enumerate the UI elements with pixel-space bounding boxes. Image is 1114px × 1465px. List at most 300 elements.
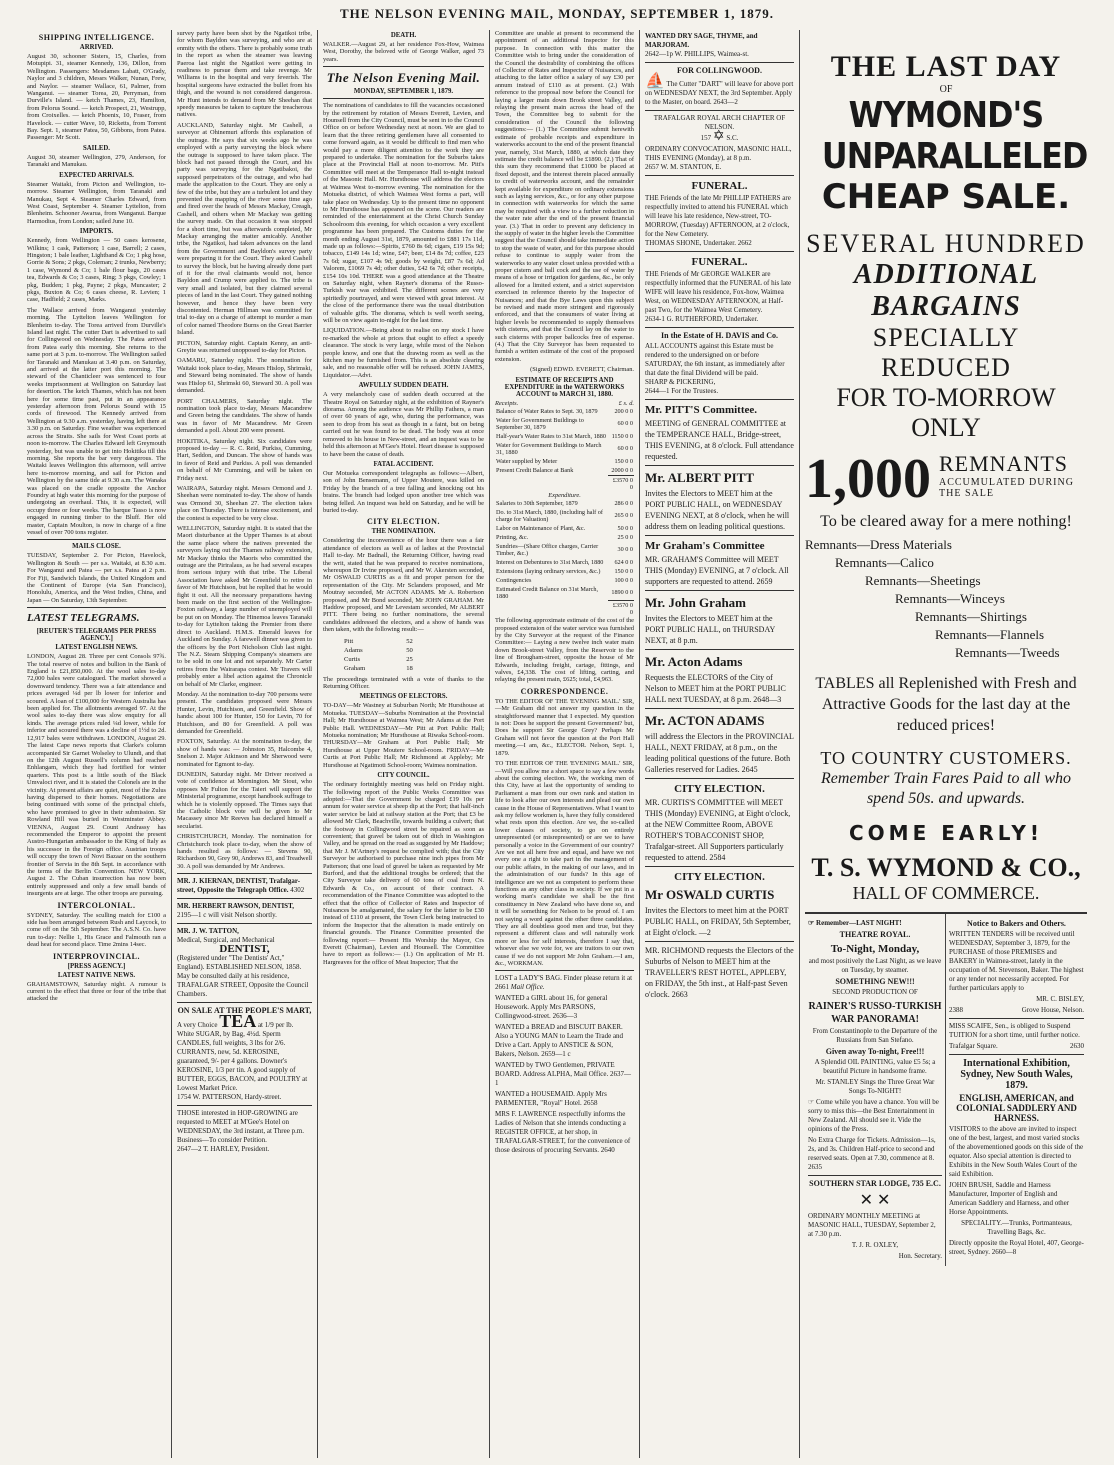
peoples-mart-head: ON SALE AT THE PEOPLE'S MART,	[177, 1006, 312, 1016]
table-row	[343, 664, 414, 673]
ad-ref: 4302	[290, 886, 305, 895]
article-text: survey party have been shot by the Ngatikoi tribe, for whom Bayldon was surveying, and who are at enmity with the others. There is probably some truth in the report as when the steamer was leaving Paeroa last night the Ngatikoi were getting in readiness to pursue them and take revenge. Mr Williams is in the hospital and very feverish. The hospital surgeons have extracted the bullet from his thigh, and the wound is not considered dangerous. Mr Hunt intends to demand from Mr Sheehan that speedy measures be taken to capture the treacherous natives.	[177, 30, 312, 119]
table-row	[495, 457, 634, 466]
divider	[27, 539, 166, 540]
receipt-amount: 60 0 0	[617, 420, 633, 428]
column-2	[172, 30, 318, 1458]
divider	[645, 62, 794, 63]
divider	[177, 1002, 312, 1003]
ad-ref: 2661	[495, 983, 509, 992]
war-panorama: WAR PANORAMA!	[831, 1014, 919, 1025]
ad-ref: —2	[698, 928, 711, 937]
notice-adverts	[946, 914, 1087, 1266]
candidate-name: Curtis	[344, 655, 361, 663]
walker-funeral-ad	[645, 270, 794, 324]
prices-line	[808, 1136, 942, 1172]
divider	[177, 898, 312, 899]
expense-item: Interest on Debentures to 31st March, 1880	[496, 558, 604, 566]
visitors-text: VISITORS to the above are invited to inspect one of the best, largest, and most varied stocks of the abovementioned goods on this side of the equator. Also special attention is directed to Exhibits in the New South Wales Court of the said Exhibition.	[949, 1125, 1084, 1178]
wanted-sage-text: WANTED DRY SAGE, THYME, and MARJORAM.	[645, 32, 758, 49]
funeral-heading: FUNERAL.	[691, 256, 748, 268]
peoples-mart-a: A very Choice	[177, 1021, 218, 1030]
something-new: SOMETHING NEW!!!	[835, 977, 915, 986]
column-6-wymond-advert	[800, 30, 1092, 1458]
wanted-board-text: WANTED by TWO Gentlemen, PRIVATE BOARD. Address ALPHA, Mail Office.	[495, 1061, 615, 1079]
hon-secretary: Hon. Secretary.	[898, 1252, 942, 1260]
estate-sig: SHARP & PICKERING,	[645, 378, 716, 386]
article-text: WELLINGTON, Saturday night. It is stated that the Maori disturbance at the Upper Thames is at about the same place where the natives prevented the surveyors laying out the Thames railway extension, Mr Mackay thinks the Maoris who committed the outrage are the Piriralaus, as he had several escapes from serious injury with that tribe. The Liberal Association have asked Mr Greenfield to retire in favor of Mr Hutchison, but he replied that he would fight it out. All the necessary preparations having been made on the first section of the Wellington-Foxton railway, a large number of unemployed will be put on on Monday. The Hinemoa leaves Taranaki to-day for Lyttelton taking the Premier from there direct to Auckland. H.M.S. Emerald leaves for Auckland on Sunday. A farewell dinner was given to the officers by the Port Nicholson Club last night. The N.Z. Steam Shipping Company's steamers are to be sold in one lot and not separately. Mr Carter retires from the Wairarapa contest. Mr Travers will probably enter a libel action against the Chronicle on behalf of Mr Clarke, engineer.	[177, 525, 312, 688]
given-away: Given away To-night, Free!!!	[825, 1047, 925, 1056]
peoples-mart-b: at 1/9 per lb.	[257, 1021, 294, 1030]
of-line: OF	[939, 84, 953, 95]
nomination-heading: THE NOMINATION.	[371, 528, 436, 536]
remnants-count: 1,000	[805, 448, 931, 510]
receipt-item: Present Credit Balance at Bank	[496, 466, 574, 474]
hexagram-icon: ✡	[712, 129, 725, 144]
city-council-heading: CITY COUNCIL.	[377, 772, 430, 780]
acton-adams-text: Requests the ELECTORS of the City of Nelson to MEET him at the PORT PUBLIC HALL next TUESDAY, at 8 p.m.	[645, 673, 786, 704]
ad-ref: 2634-1	[645, 315, 665, 323]
letter-workman: TO THE EDITOR OF THE 'EVENING MAIL.' SIR,—Will you allow me a short space to say a few words about the coming election. We, the working men of this City, have at last the opportunity of sending to Parliament a man from our own rank and station in life to look after our own interests and plead our own cause in the House of Representatives. What I want to ask my fellow workmen is, have they fully considered what rests upon this election. Are we, the so-called lower classes of society, to go on entirely unrepresented (or misrepresented) or are we to have personally a voice in the Government of our country? Are we not all here free and equal, and have we not every one a right to take part in the management of our public affairs, in the making of our laws, and in the administration of our funds? In this age of intelligence are we not as competent to perform these functions as any other class in society. If we put in a working man's candidate we shall be the first constituency in New Zealand who have done so, and it will be something for Nelson to be proud of. I am not saying a word against the other three candidates. They are all doubtless good men and true, but they represent a different class and will naturally work more or less for self interests, therefore I say that, whoever else we vote for, we are traitors to our own cause if we do not support Mr John Graham.—I am, &c., WORKMAN.	[495, 760, 634, 968]
receipts-title: Receipts.	[495, 399, 519, 407]
remnants-label: REMNANTS	[939, 451, 1069, 476]
convocation-sig: W. M. STANTON, E.	[660, 163, 722, 171]
table-row	[495, 508, 634, 524]
ad-ref: 2647—2	[177, 1145, 202, 1154]
hop-growing-sig: T. HARLEY, President.	[203, 1145, 270, 1154]
table-row	[495, 407, 634, 416]
city-council-text: The ordinary fortnightly meeting was held on Friday night. The following report of the Public Works Committee was adopted:—That the Government be charged £19 10s per annum for water service at sheep dip at the Port; that half-inch water service be laid at railway station at the Port; that £3 be allowed Mr Clark, Beachville, towards building a culvert; that the footway in Collingwood street be repaired as soon as convenient; that gravel be taken out of ditch in Washington Valley, and be spread on the road as suggested by Mr Haddow; that Mr J. M'Artney's request be complied with; that the City Surveyor be authorised to purchase nine inch pipes from Mr Patterson; that one load of gravel be taken as requested by Mr Burford, and that the additional troughs be ordered; that the City Surveyor take delivery of 60 tons of coal from N. Edwards & Co., on account of their contract. A recommendation of the Finance Committee was adopted to the effect that the office of Collector of Rates and Inspector of Nuisances be amalgamated, the salary for the latter to be £30 instead of £110 at present, the Town Clerk being instructed to inform the Inspector that the alteration is made entirely on financial grounds. The Finance Committee presented the following report:— Present His Worship the Mayor, Crs Everett (Chairman), Levien and Hounsell. The Committee have to report as follows:— (1.) On application of Mr H. Hargreaves for the office of Meat Inspector; That the	[323, 781, 484, 966]
committee-report-text: Committee are unable at present to recommend the appointment of an additional Inspector for this purpose. In connection with this matter the Committee wish to bring under the consideration of the Council the desirability of combining the offices of Collector of Rates and Inspector of Nuisances, and attaching to the latter office a salary of say £30 per annum instead of £110 as at present. (2.) With reference to the proposal now before the Council for laying a larger main down Brook street Valley, and relaying the present main across the head of the Town, the Committee beg to submit for the consideration of the Council the following suggestions:— (1.) The Committee submit herewith estimate of probable receipts and expenditure in waterworks account to the end of the present financial year, namely, 31st March, 1880, at which date they estimate the credit balance will be £1890. (2.) That of this sum they recommend that £1000 be placed at fixed deposit, and the interest therein placed annually to credit of waterworks account, and the remainder kept available for expenditure on ordinary extensions such as laying services, &c., or for any other purpose in connection with waterworks for which the same may be required with a view to a further reduction in the water rate after the end of the present financial year. (3.) That in order to prevent any deficiency in the supply of water in the higher levels the Committee suggest that the Council should take immediate action to stop the waste of water, and for this purpose should refuse to continue to supply water from the waterworks to any water closet unless provided with a proper cistern and ball cock and the use of water by means of a hose or irrigation for gardens, &c., be only allowed for a limited extent, and a strict supervision exercised in reference thereto by the Inspector of Nuisances; and that the Bye Laws upon this subject be revised and made more stringent and rigorously enforced, and that the consumers of water living at higher levels be recommended to supply themselves with cisterns, and that the Council lay on the water to such cisterns with proper ballcocks free of expense. (4.) That the City Surveyor has been requested to furnish a written estimate of the cost of the proposed extension.	[495, 30, 634, 363]
bisley-addr: Grove House, Nelson.	[1021, 1006, 1084, 1014]
expense-amount: 50 0 0	[617, 524, 633, 532]
ad-ref: 2645	[741, 765, 758, 774]
article-text: OAMARU, Saturday night. The nomination for Waitaki took place to-day, Messrs Hislop, Shrimski, and Steward being nominated. The show of hands was Hislop 61, Shrimski 60, Steward 30. A poll was demanded.	[177, 357, 312, 395]
table-row	[495, 542, 634, 558]
divider	[645, 708, 794, 709]
imports-heading: IMPORTS.	[79, 228, 114, 236]
sailing-ship-icon: ⛵	[645, 73, 665, 90]
candidate-votes: 18	[406, 664, 413, 672]
for-tomorrow-only: FOR TO-MORROW ONLY	[836, 383, 1056, 442]
sudden-death-text: A very melancholy case of sudden death occurred at the Theatre Royal on Saturday night, at the exhibition of Rayner's diorama. Among the audience was Mr Phillip Fathers, a man of over 60 years of age, who, during the performance, was seen to drop from his seat as though in a faint, but on being carried out he was found to be dead. The body was at once removed to his house in New-street, and an inquest was to be held this afternoon at M'Gee's Hotel. Heart disease is supposed to have been the cause of death.	[323, 391, 484, 458]
divider	[177, 923, 312, 924]
divider	[645, 465, 794, 466]
wanted-girl-ad	[495, 994, 634, 1021]
albert-pitt-text: Invites the Electors to MEET him at the PORT PUBLIC HALL, on WEDNESDAY EVENING NEXT, at 8 o'clock, when he will address them on leading political questions.	[645, 489, 790, 531]
expense-item: Printing, &c.	[496, 533, 529, 541]
arrived-heading: ARRIVED.	[79, 44, 114, 51]
shipping-news: The Wallace arrived from Wanganui yesterday morning. The Lyttelton leaves Wellington for Blenheim to-day. The Torea arrived from Durville's Island last night. The cutter Dart is advertised to sail for Collingwood on Wednesday. The Patea arrived from Patea early this morning. She returns to the same port at 3 p.m. to-morrow. The Wellington sailed for Taranaki and Manukau at 3.40 p.m. on Saturday, and arrived at the latter port this morning. The steward of the Chanticleer was sentenced to four weeks imprisonment at Wellington on Saturday last for desertion. The ketch Thames, which has not been here for some time past, put in an appearance yesterday afternoon from Pelorus Sound with 15 cords of firewood. The Kennedy arrived from Wellington at 9.30 a.m. yesterday, having left there at 3.30 p.m. on Saturday. Fine weather was experienced across the Straits. She sails for West Coast ports at noon to-morrow. The Charles Edward left Greymouth yesterday, but was unable to get into Hokitika till this morning. She reports the bar very dangerous. The Waitaki leaves Wellington this afternoon, will arrive here to-morrow morning, and sail for Picton and Wellington by the same tide at 9.30 a.m. The Wanaka was placed on the cradle opposite the Anchor Foundry at high water this morning for the purpose of undergoing an overhaul. This, it is expected, will occupy three or four weeks. The barque Tasso is now engaged in running timber to the Bluff. Her old master, Captain Moulton, is now in charge of a fine vessel of over 700 tons register.	[27, 306, 166, 536]
richmond-text: MR. RICHMOND requests the Electors of the Suburbs of Nelson to MEET him at the TRAVELLER'S REST HOTEL, APPLEBY, on FRIDAY, the 5th inst., at Half-past Seven o'clock.	[645, 946, 794, 999]
royal-arch-heading: TRAFALGAR ROYAL ARCH CHAPTER OF NELSON.	[653, 114, 786, 131]
latest-telegrams-heading: LATEST TELEGRAMS.	[27, 612, 140, 625]
article-text: DUNEDIN, Saturday night. Mr Driver received a vote of confidence at Mornington. Mr Stout, who opposes Mr Fulton for the Taieri will support the Ministerial programme, except handbook suffrage to which he is violently opposed. The Times says that the Catholic block vote will be given to Mr Macassey since Mr Reeves has declared himself a secularist.	[177, 771, 312, 830]
directly-line	[949, 1239, 1084, 1257]
sailed-heading: SAILED.	[82, 144, 110, 152]
specially-reduced: SPECIALLY REDUCED	[872, 323, 1020, 382]
chapter-number: 157	[700, 134, 712, 142]
expense-item: Estimated Credit Balance on 31st March, 1880	[496, 585, 599, 600]
divider	[495, 970, 634, 971]
estate-for: For the Trustees.	[671, 387, 719, 395]
column-1	[22, 30, 172, 1458]
article-text: CHRISTCHURCH, Monday. The nomination for Christchurch took place to-day, when the show of hands resulted as follows: — Stevens 90, Richardson 90, Grey 90, Andrews 83, and Treadwell 30. A poll was demanded by Mr Andrews.	[177, 833, 312, 870]
expense-amount: 1890 0 0	[611, 588, 633, 596]
imports-text: Kennedy, from Wellington — 50 cases kerosene, Wilkins; 1 cask, Patterson; 1 case, Barrell; 2 cases, Hingston; 1 bale leather, Lightband & Co; 1 pkg hose, Gorrie & Sons; 2 pkgs, Coleman; 2 trunks, Newberry; 1 case, Wymond & Co; 1 bale flour bags, 20 cases tea, Edwards & Co; 3 cases, Ring; 3 pkgs, Cowley; 1 pkg, Budden; 1 pkg, Payne; 2 pkgs, Muncaster; 2 pkgs, Buxton & Co; 6 cases cheese, R. Levien; 1 case, Hadfield; 2 cases, Marks.	[27, 237, 166, 304]
expenditure-total: £3570 0 0	[608, 601, 634, 618]
remember-text: Remember—LAST NIGHT!	[816, 919, 902, 927]
receipt-item: Water for Government Buildings to September 30, 1879	[496, 416, 584, 431]
table-row	[495, 576, 634, 585]
saddlery-heading: ENGLISH, AMERICAN, and COLONIAL SADDLERY AND HARNESS.	[956, 1093, 1077, 1123]
native-news-heading: LATEST NATIVE NEWS.	[57, 971, 136, 979]
expense-item: Extensions (laying ordinary services, &c.)	[496, 567, 601, 575]
john-graham-heading: Mr. John Graham	[645, 595, 746, 610]
correspondence-heading: CORRESPONDENCE.	[520, 686, 609, 696]
ad-ref: 2658	[583, 1099, 598, 1108]
city-election-text: Considering the inconvenience of the hour there was a fair attendance of electors as well as of ladies at the Provincial Hall to-day. Mr Badnall, the Returning Officer, having read the writ, stated that he was prepared to receive nominations, whereupon Dr Irvine proposed, and Mr W. Akersten seconded, Mr OSWALD CURTIS as a fit and proper person for the representation of the City. Mr Sclanders proposed, and Mr Moutray seconded, Mr ACTON ADAMS. Mr A. Robertson proposed, and Mr Bond seconded, Mr JOHN GRAHAM. Mr Haddow proposed, and Mr Levestam seconded, Mr ALBERT PITT. There being no further nominations, the several candidates addressed the electors, and a show of hands was then taken, with the following result:—	[323, 537, 484, 634]
receipt-item: Water for Government Buildings to March 31, 1880	[496, 441, 602, 456]
expected-heading: EXPECTED ARRIVALS.	[59, 171, 134, 179]
tatton-ad-head: MR. J. W. TATTON,	[177, 927, 239, 936]
kiernan-ad	[177, 877, 312, 895]
richmond-ad	[645, 945, 794, 1000]
list-item: Remnants—Dress Materials	[805, 537, 952, 552]
intercolonial-heading: INTERCOLONIAL.	[57, 900, 136, 910]
ad-ref: 2195—1 c	[177, 911, 207, 920]
expense-amount: 25 0 0	[617, 533, 633, 541]
expenditure-title: Expenditure.	[548, 491, 581, 499]
convocation-ad	[645, 145, 794, 172]
table-row	[495, 524, 634, 533]
pointing-hand-icon: ☞	[808, 1098, 815, 1106]
fatal-accident-text: Our Motueka correspondent telegraphs as follows:—Albert, son of John Bensemann, of Upper Moutere, was killed on Friday by the branch of a tree falling and knocking out his brains. The branch had lodged upon another tree which was being felled. An inquest was held on Saturday, and he will be buried to-day.	[323, 469, 484, 514]
expense-amount: 265 0 0	[614, 512, 633, 520]
committee-signature: (Signed) EDWD. EVERETT, Chairman.	[530, 366, 634, 374]
curtis-committee-text: MR. CURTIS'S COMMITTEE will MEET THIS (Monday) EVENING, at Eight o'clock, at the NEW Committee Room, ABOVE ROTHER'S TOBACCONIST SHOP, Trafalgar-street. All Supporters particularly requested to attend.	[645, 798, 791, 862]
ad-ref: 2635	[808, 1163, 822, 1171]
table-row	[495, 475, 634, 492]
divider	[645, 327, 794, 328]
table-row	[495, 533, 634, 542]
ad-ref: 2660—8	[991, 1248, 1017, 1256]
tatton-ad	[177, 927, 312, 999]
receipt-amount: 150 0 0	[614, 457, 633, 465]
list-item: Remnants—Shirtings	[915, 609, 1027, 624]
acton-adams-2-ad	[645, 731, 794, 775]
bottom-advert-split	[805, 912, 1087, 1266]
scaife-line	[949, 1042, 1084, 1051]
ad-ref: 1754	[177, 1093, 191, 1102]
meetings-heading: MEETINGS OF ELECTORS.	[359, 693, 448, 701]
peoples-mart-ad	[177, 1006, 312, 1102]
mails-heading: MAILS CLOSE.	[72, 543, 121, 551]
graham-committee-ad	[645, 554, 794, 587]
pointing-hand-icon: ☞	[808, 919, 815, 927]
ad-ref: 2659	[756, 577, 773, 586]
list-item: Remnants—Sheetings	[865, 573, 981, 588]
mails-text: TUESDAY, September 2. For Picton, Havelock, Wellington & South — per s.s. Waitaki, at 8.30 a.m. For Wanganui and Patea — per s.s. Patea at 2 p.m. For Fiji, Sandwich Islands, the United Kingdom and the Continent of Europe (via San Francisco), Honolulu, America, and the West Indies, China, and Japan — On Saturday, 13th September.	[27, 552, 166, 604]
divider	[645, 866, 794, 867]
estimate-heading: ESTIMATE OF RECEIPTS AND EXPENDITURE in the WATERWORKS ACCOUNT to MARCH 31, 1880.	[504, 376, 625, 398]
theatre-royal: THEATRE ROYAL.	[839, 930, 911, 939]
divider	[323, 66, 484, 67]
pitt-committee-heading: Mr. PITT'S Committee.	[645, 404, 758, 416]
divider	[645, 649, 794, 650]
masonic-emblem	[808, 1190, 942, 1210]
come-early: COME EARLY!	[849, 821, 1043, 845]
wymond-unparalleled: WYMOND'S UNPARALLELED	[821, 95, 1088, 177]
divider	[645, 590, 794, 591]
expense-item: Salaries to 30th September, 1879	[496, 499, 578, 507]
gift-text: A Splendid OIL PAINTING, value £5 5s; a beautiful Picture in handsome frame.	[814, 1058, 936, 1075]
reuter-heading: [REUTER'S TELEGRAMS PER PRESS AGENCY.]	[36, 628, 157, 643]
scaife-addr: Trafalgar Square.	[949, 1042, 998, 1050]
lost-bag-text: LOST a LADY'S BAG. Finder please return it at	[495, 974, 633, 983]
expense-item: Contingencies	[496, 576, 532, 584]
receipts-total: £3570 0 0	[608, 475, 634, 492]
sailed-text: August 30, steamer Wellington, 279, Anderson, for Taranaki and Manukau.	[27, 153, 166, 169]
table-row	[495, 585, 634, 601]
peoples-mart-tea: TEA	[219, 1011, 257, 1032]
ad-ref: 2637—1	[495, 1070, 631, 1088]
article-text: AUCKLAND, Saturday night. Mr Cashell, a surveyor at Ohinemuri affords this explanation of the outrage. He says that six weeks ago he was employed with a party surveying the block where the outrage is supposed to have taken place. The block had not passed through the Court, and his party was surveying for the Ngatibakoi, the supposed perpetrators of the outrage, and who had made the application to the Court. They are only a few of the tribe, but they are a turbulent lot and they prevented the mapping of the river some time ago and fired over the heads of Messrs Mackay, Creagh, Cashell, and others when Mr Mackay was getting the survey made. On that occasion it was stopped for a short time, but was afterwards completed, Mr Mackay arranging the matter amicably. Another tribe, the Ngatikoi, had taken advances on the land from the Government and Bayldon's survey party were preparing it for the Court. They asked Cashell to survey the block, but he having already done part of it for the rival claimants would not, hence Bayldon and Crump were applied to. The tribe is very small and isolated, but they claimed several pieces of land in the last Court. They gained nothing however, and hence they have been very discontented. Herman Hillman was committed for trial to-day on a charge of attempt to murder a man of color named Theodore Burns on the Great Barrier Island.	[177, 121, 312, 337]
panorama-from: From Constantinople to the Departure of the Russians from San Stefano.	[812, 1027, 938, 1044]
article-text: HOKITIKA, Saturday night. Six candidates were proposed to-day — R. C. Reid, Purkiss, Cumming, Hart, Seddon, and Duncan. The show of hands was in favor of Reid and Purkiss. A poll was demanded on behalf of Mr Cumming, and will be taken on Friday next.	[177, 437, 312, 482]
funeral-heading: FUNERAL.	[691, 180, 748, 192]
lawrence-register-text: MRS F. LAWRENCE respectfully informs the Ladies of Nelson that she intends conducting a REGISTER OFFICE, at her shop, in TRAFALGAR-STREET, for the convenience of those desirous of procuring Servants.	[495, 1110, 631, 1155]
collingwood-text: The Cutter "DART" will leave for above port on WEDNESDAY NEXT, the 3rd September. Apply to the Master, on board.	[645, 80, 794, 106]
meetings-text: TO-DAY—Mr Wastney at Suburban North; Mr Hursthouse at Motueka. TUESDAY—Suburbs Nomination at the Provincial Hall; Mr Hursthouse at Waimea West; Mr Adams at the Port Public Hall. WEDNESDAY—Mr Pitt at Port Public Hall; Motueka nomination; Mr Hursthouse at Riwaka School-room. THURSDAY—Mr Graham at Port Public Hall; Mr Hursthouse at Upper Moutere School-room. FRIDAY—Mr Curtis at Port Public Hall; Mr Richmond at Appleby; Mr Hursthouse at Ngatimoti School-room; Waimea nomination.	[323, 702, 484, 769]
candidate-votes: 50	[406, 646, 413, 654]
albert-pitt-heading: Mr. ALBERT PITT	[645, 470, 754, 485]
divider	[323, 98, 484, 99]
ad-ref: 2584	[709, 853, 726, 862]
lsd-heading: £ s. d.	[618, 399, 634, 407]
tender-text: WRITTEN TENDERS will be received until WEDNESDAY, September 3, 1879, for the PURCHASE of those PREMISES and BAKERY in Waimea-street, lately in the occupation of M. Stevenson, Baker. The highest or any tender not necessarily accepted. For further particulars apply to	[949, 930, 1084, 992]
tatton-ad-more: (Registered under "The Dentists' Act," England). ESTABLISHED NELSON, 1858. May be consulted daily at his residence, TRAFALGAR STREET, Opposite the Council Chambers.	[177, 954, 309, 999]
list-item: Remnants—Winceys	[895, 591, 1005, 606]
exhibition-heading: International Exhibition, Sydney, New South Wales, 1879.	[960, 1058, 1073, 1091]
ad-ref: 2659—1 c	[541, 1050, 571, 1059]
table-row	[343, 637, 414, 646]
acton-adams-2-text: will address the Electors in the PROVINCIAL HALL, NEXT FRIDAY, at 8 p.m., on the leading political questions of the future. Both Galleries reserved for Ladies.	[645, 732, 794, 774]
article-text: PICTON, Saturday night. Captain Kenny, an anti-Greyite was returned unopposed to-day for Picton.	[177, 339, 312, 355]
ad-ref: 2644—1	[645, 387, 670, 395]
column-4	[490, 30, 640, 1458]
graham-committee-heading: Mr Graham's Committee	[645, 540, 765, 552]
oswald-curtis-text: Invites the Electors to meet him at the PORT PUBLIC HALL, on FRIDAY, 5th September, at Eight o'clock.	[645, 906, 791, 937]
several-hundred: SEVERAL HUNDRED	[806, 229, 1086, 258]
lost-bag-ad	[495, 974, 634, 992]
wymond-company: T. S. WYMOND & CO.,	[811, 853, 1081, 882]
brush-text: JOHN BRUSH, Saddle and Harness Manufacturer, Importer of English and American Saddlery and Harness, and other Horse Appointments.	[949, 1181, 1070, 1216]
fathers-funeral-text: THE Friends of the late Mr PHILLIP FATHERS are respectfully invited to attend his FUNERAL which will leave his late residence, New-street, TO-MORROW, (Tuesday) AFTERNOON, at 2 o'clock, for the New Cemetery.	[645, 194, 791, 238]
article-text: Monday. At the nomination to-day 700 persons were present. The candidates proposed were Messrs Hunter, Levin, Hutchison, and Greenfield. Show of hands: about 100 for Hunter, 150 for Levin, 70 for Hutchison, and 80 for Greenfield. A poll was demanded for Greenfield.	[177, 690, 312, 735]
theatre-adverts	[805, 914, 946, 1266]
wanted-girl-text: WANTED a GIRL about 16, for general Housework. Apply Mrs PARSONS, Collingwood-street.	[495, 994, 608, 1021]
show-of-hands-table	[343, 637, 414, 673]
tatton-ad-big: DENTIST,	[219, 943, 270, 956]
last-day-heading: THE LAST DAY	[830, 50, 1062, 83]
lodge-heading: SOUTHERN STAR LODGE, 735 E.C.	[809, 1179, 941, 1188]
wanted-baker-ad	[495, 1023, 634, 1059]
come-text-line	[808, 1098, 942, 1134]
ad-ref: 2643—2	[713, 98, 738, 106]
intercolonial-text: SYDNEY, Saturday. The sculling match for £100 a side has been arranged between Rush and Laycock, to come off on the 5th September. The A.S.N. Co. have run to-day: Nellie 1, His Grace and Falmouth ran a dead heat for second place. Time 2mins 14sec.	[27, 911, 166, 949]
ad-ref: 2662	[737, 239, 752, 247]
expense-item: Labor on Maintenance of Plant, &c.	[496, 524, 586, 532]
curtis-committee-ad	[645, 797, 794, 863]
hop-growing-ad	[177, 1109, 312, 1154]
chapter-sc: S.C.	[726, 134, 739, 142]
article-text: WAIRAPA, Saturday night. Messrs Ormond and J. Sheehan were nominated to-day. The show of hands was Ormond 30, Sheehan 27. The election takes place on Thursday. There is intense excitement, and the contest is expected to be very close.	[177, 484, 312, 522]
candidate-votes: 25	[406, 655, 413, 663]
divider	[645, 535, 794, 536]
remnants-label-group	[931, 451, 1087, 499]
rawson-ad	[177, 902, 312, 920]
specialty-text: SPECIALITY.—Trunks, Portmanteaus, Travelling Bags, &c.	[961, 1219, 1072, 1236]
native-news-text: GRAHAMSTOWN, Saturday night. A rumour is current to the effect that three or four of the tribe that attacked the	[27, 980, 166, 1003]
expense-amount: 100 0 0	[614, 576, 633, 584]
english-news-text: LONDON, August 28. Three per cent Consols 97¾. The total reserve of notes and bullion in the Bank of England is £21,850,000. At the wool sales to-day 72,000 bales were catalogued. The market showed a downward tendency. There was a fair attendance and prices averaged ¼d per lb lower for inferior and scoured. A loan of £100,000 for Western Australia has been applied for. The allotments averaged 97. At the wool sales to-day there was slow enquiry for all kinds. The average prices ruled ¼d lower, while for inferior and scoured there was a decline of 1½d to 2d. 12,917 bales were withdrawn. LONDON, August 29. The latest Cape news reports that Clarke's column accompanied Sir Garnet Wolseley to Ulundi, and that on the 12th August Russell's column had reached Enhlangam, which they had fortified for winter quarters. This post is a little south of the Black Umvaloci river, and it is stated the Colonels are in the vicinity. At present affairs are quiet, most of the Zulus having dispersed to their homes. Negotiations are being continued with some of the principal chiefs, who have promised to give in their submission. Sir Rowland Hill was buried in Westminster Abbey. VIENNA, August 29. Count Andrassy has recommended the Emperor to appoint the present Austro-Hungarian ambassador to the King of Italy as his successor in the Foreign office. Austrian troops will occupy the town of Novi Bazaar on the southern frontier of Servia in the 8th Sept. in accordance with the terms of the Berlin Convention. NEW YORK, August 2. The Cuban insurrection has now been entirely suppressed and only a few small bands of insurgents are at large. The other troops are pursuing.	[27, 653, 166, 898]
receipt-amount: 1150 0 0	[611, 432, 633, 440]
divider	[808, 1175, 942, 1176]
interprovincial-heading: INTERPROVINCIAL.	[53, 951, 140, 961]
estate-ad	[645, 342, 794, 396]
divider	[645, 941, 794, 942]
table-row	[343, 646, 414, 655]
receipt-item: Water supplied by Meter	[496, 457, 558, 465]
receipt-item: Balance of Water Rates to Sept. 30, 1879	[496, 407, 598, 415]
remnants-row	[805, 448, 1087, 510]
remnants-list	[805, 537, 1087, 661]
kiernan-ad-head: MR. J. KIERNAN, DENTIST, Trafalgar-street, Opposite the Telegraph Office.	[177, 877, 301, 895]
inner-masthead: The Nelson Evening Mail.	[326, 70, 481, 86]
receipts-table	[495, 407, 634, 492]
oswald-curtis-ad	[645, 905, 794, 938]
list-item: Remnants—Tweeds	[955, 645, 1060, 660]
table-row	[495, 432, 634, 441]
remnants-accumulated: ACCUMULATED DURING THE SALE	[939, 477, 1074, 499]
candidate-name: Graham	[344, 664, 366, 672]
death-text: WALKER.—August 29, at her residence Fox-How, Waimea West, Dorothy, the beloved wife of George Walker, aged 73 years.	[323, 41, 484, 63]
bisley-sig: MR. C. BISLEY,	[1036, 995, 1084, 1003]
editorial-text: The nominations of candidates to fill the vacancies occasioned by the retirement by rotation of Messrs Everett, Levien, and Hounsell from the City Council, must be sent in to the Council Office on or before Wednesday next at noon. We are glad to learn that the three retiring gentlemen have all consented to come forward again, as it would be difficult to find men who would pay a more diligent attention to the work they are prepared to undertake. The nomination for the Suburbs takes place at the Provincial Hall at noon to-morrow. Mr. Pitt's Committee will meet at the Temperance Hall to-night instead of the Masonic Hall. Mr. Hursthouse will address the electors at Waimea West to-morrow evening. The nomination for the Motueka district, of which Waimea West forms a part, will take place on Wednesday. Up to the present time no opponent to Mr Hursthouse has appeared on the scene. Our readers are reminded of the entertainment at the Christ Church Sunday Schoolroom this evening, for which occasion a very excellent programme has been prepared. The Customs duties for the month ending August 31st, 1879, amounted to £881 17s 11d, made up as follows:—Spirits, £760 8s 6d; cigars, £19 15s 9d; tobacco, £149 14s 1d; wine, £47; beer, £14 8s 7d; coffee, £23 7s 6d; sugar, £107 4s 9d; goods by weight, £87 7s 6d; Ad Valorem, £1069 7s 4d; other duties, £42 6s 7d; other receipts, £154 10s 10d. THERE was a good attendance at the Theatre on Saturday night, when Rayner's diorama of the Russo-Turkish war was exhibited. The different scenes are very spiritedly pourtrayed, and were viewed with great interest. At the close of the performance there was the usual distribution of valuable gifts. The diorama, which is well worth seeing, will be on view again to-night for the last time.	[323, 102, 484, 324]
come-text: Come while you have a chance. You will be sorry to miss this—the Best Entertainment in New Zealand. All should see it. Vide the opinions of the Press.	[808, 1098, 939, 1133]
rawson-ad-head: MR. HERBERT RAWSON, DENTIST,	[177, 902, 294, 911]
divider	[645, 110, 794, 111]
peoples-mart-text: White SUGAR, by Bag, 4½d. Sperm CANDLES, full weights, 3 lbs for 2/6. CURRANTS, new, 5d. KEROSINE, guaranteed, 9/- per 4 gallons. Downer's KEROSINE, 1/3 per tin. A good supply of BUTTER, EGGS, BACON, and POULTRY at Lowest Market Price.	[177, 1030, 308, 1093]
candidate-votes: 52	[406, 637, 413, 645]
pitt-committee-text: MEETING of GENERAL COMMITTEE at the TEMPERANCE HALL, Bridge-street, THIS EVENING, at 8 o'clock. Full attendance requested.	[645, 419, 794, 461]
prices-text: No Extra Charge for Tickets. Admission—1s, 2s, and 3s. Children Half-price to second and reserved seats. Open at 7.30, commence at 8.	[808, 1136, 936, 1162]
city-election-close: The proceedings terminated with a vote of thanks to the Returning Officer.	[323, 675, 484, 691]
column-5	[640, 30, 800, 1458]
receipt-amount: 60 0 0	[617, 445, 633, 453]
city-election-1-heading: CITY ELECTION.	[674, 783, 765, 795]
extension-estimate-text: The following approximate estimate of the cost of the proposed extension of the water service was furnished by the City Surveyor at the request of the Finance Committee:— Laying a new twelve inch water main down Brook-street Valley, from the Reservoir to the line of Brougham-street, opposite the house of Mr Edwards, including freight, cartage, fittings, and valves, £4,338. The cost of lifting, carting, and relaying the present main, £625; total, £4,963.	[495, 617, 634, 684]
tatton-ad-text: Medical, Surgical, and Mechanical	[177, 936, 275, 945]
expense-amount: 30 0 0	[617, 546, 633, 554]
divider	[949, 1018, 1084, 1019]
collingwood-heading: FOR COLLINGWOOD.	[677, 66, 762, 75]
scaife-text: MISS SCAIFE, Sen., is obliged to Suspend TUITION for a short time, until further notice.	[949, 1022, 1080, 1039]
train-fares: Remember Train Fares Paid to all who spend 50s. and upwards.	[820, 770, 1072, 807]
wanted-sage-sig: W. PHILLIPS, Waimea-st.	[674, 50, 749, 58]
death-heading: DEATH.	[390, 32, 417, 39]
receipt-amount: 2000 0 0	[611, 466, 633, 474]
square-compass-icon: ✕ ✕	[859, 1192, 891, 1209]
wanted-board-ad	[495, 1061, 634, 1088]
acton-adams-2-heading: Mr. ACTON ADAMS	[645, 713, 765, 728]
receipt-amount: 200 0 0	[614, 407, 633, 415]
table-row	[495, 567, 634, 576]
wanted-housemaid-text: WANTED a HOUSEMAID. Apply Mrs PARMENTER, "Royal" Hotel.	[495, 1090, 607, 1108]
ad-ref: 2630	[1070, 1042, 1084, 1050]
cheap-sale: CHEAP SALE.	[821, 177, 1071, 217]
expense-amount: 150 0 0	[614, 567, 633, 575]
cleared-away: To be cleared away for a mere nothing!	[820, 513, 1072, 530]
second-production: SECOND PRODUCTION OF	[832, 988, 918, 996]
table-row	[495, 416, 634, 432]
candidate-name: Adams	[344, 646, 363, 654]
country-customers: TO COUNTRY CUSTOMERS.	[820, 748, 1072, 768]
expense-item: Do. to 31st March, 1880, (including half of charge for Valuation)	[496, 508, 603, 523]
peoples-mart-sig: W. PATTERSON, Hardy-street.	[192, 1093, 282, 1102]
convocation-text: ORDINARY CONVOCATION, MASONIC HALL, THIS EVENING (Monday), at 8 p.m.	[645, 145, 792, 162]
lawrence-register-ad	[495, 1110, 634, 1155]
divider	[645, 778, 794, 779]
stanley-text: Mr. STANLEY Sings the Three Great War Songs To-NIGHT!	[815, 1078, 935, 1095]
english-news-heading: LATEST ENGLISH NEWS.	[55, 644, 138, 652]
page-masthead: THE NELSON EVENING MAIL, MONDAY, SEPTEMBER 1, 1879.	[340, 6, 774, 21]
city-election-heading: CITY ELECTION.	[367, 517, 440, 527]
sudden-death-heading: AWFULLY SUDDEN DEATH.	[358, 382, 449, 390]
city-election-2-heading: CITY ELECTION.	[674, 871, 765, 883]
additional-bargains: ADDITIONAL BARGAINS	[853, 259, 1039, 322]
expense-amount: 624 0 0	[614, 558, 633, 566]
rawson-ad-text: will visit Nelson shortly.	[208, 911, 277, 920]
bakers-notice-heading: Notice to Bakers and Others.	[967, 919, 1066, 928]
ad-ref: 2636—3	[552, 1012, 578, 1021]
expense-item: Sundries—(Share Office charges, Carrier Timber, &c.)	[496, 542, 599, 557]
liquidation-text: LIQUIDATION.—Being about to realise on my stock I have re-marked the whole at prices that ought to effect a speedy clearance. The stock is very large, while most of the Nelson people know, and one that the drawing room as well as the kitchen may be furnished from. This is an absolute clearing sale, and no reasonable offer will be refused. JOHN JAMES, Liquidator.—Advt.	[323, 327, 484, 379]
acton-adams-ad	[645, 672, 794, 705]
walker-funeral-text: THE Friends of Mr GEORGE WALKER are respectfully informed that the FUNERAL of his late WIFE will leave his residence, Fox-how, Waimea West, on WEDNESDAY AFTERNOON, at Half-past Two, for the Waimea West Cemetery.	[645, 270, 792, 314]
table-row	[495, 499, 634, 508]
hall-of-commerce: HALL OF COMMERCE.	[852, 883, 1040, 903]
divider	[949, 1054, 1084, 1055]
shipping-heading: SHIPPING INTELLIGENCE.	[38, 33, 155, 42]
oxley-sig: T. J. R. OXLEY,	[851, 1241, 899, 1249]
list-item: Remnants—Flannels	[935, 627, 1045, 642]
wanted-baker-text: WANTED a BREAD and BISCUIT BAKER. Also a YOUNG MAN to Learn the Trade and Drive a Cart. Apply to ANSTICE & SON, Bakers, Nelson.	[495, 1023, 624, 1059]
list-item: Remnants—Calico	[835, 555, 934, 570]
tonight-monday: To-Night, Monday,	[830, 943, 920, 955]
fatal-accident-heading: FATAL ACCIDENT.	[373, 460, 434, 468]
walker-funeral-sig: G. RUTHERFORD, Undertaker.	[666, 315, 759, 323]
columns	[22, 30, 1092, 1458]
wanted-sage-ad	[645, 32, 794, 59]
estate-text: ALL ACCOUNTS against this Estate must be rendered to the undersigned on or before SATURDAY, the 6th instant, as immediately after that date the final Dividend will be paid.	[645, 342, 785, 377]
receipts-header	[495, 400, 634, 407]
divider	[177, 873, 312, 874]
john-graham-text: Invites the Electors to MEET him at the PORT PUBLIC HALL, on THURSDAY NEXT, at 8 p.m.	[645, 614, 775, 645]
lodge-meeting: ORDINARY MONTHLY MEETING at MASONIC HALL, TUESDAY, September 2, at 7.30 p.m.	[808, 1212, 936, 1238]
dateline: MONDAY, SEPTEMBER 1, 1879.	[353, 88, 454, 96]
